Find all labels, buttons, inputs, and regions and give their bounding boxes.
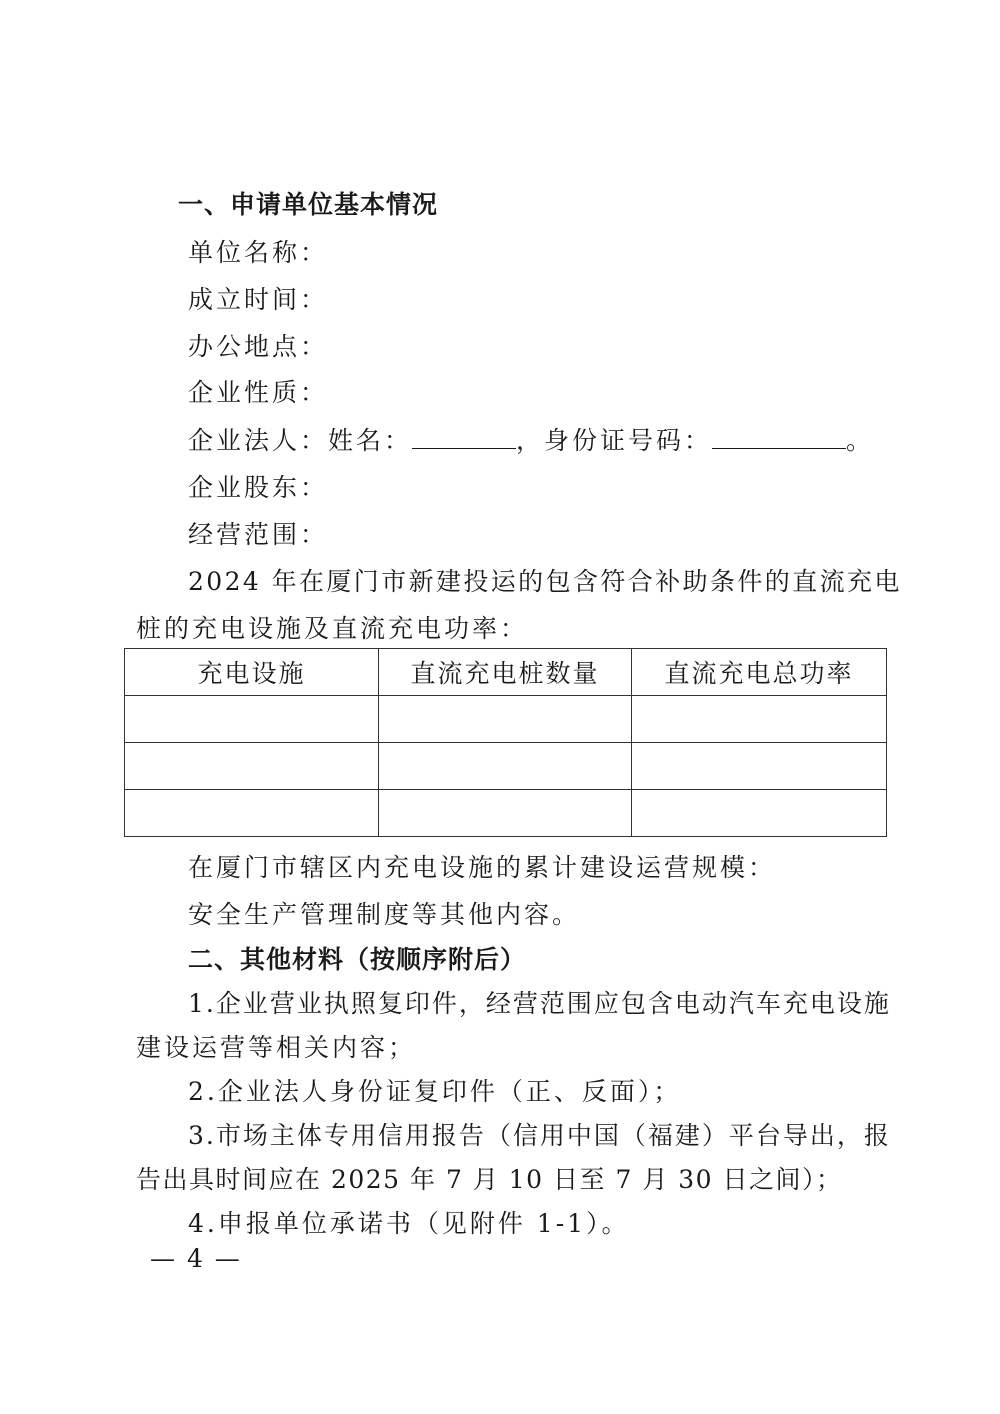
scope-label: 经营范围：: [188, 520, 329, 549]
section2-heading: 二、其他材料（按顺序附后）: [188, 945, 527, 974]
item4: 4.申报单位承诺书（见附件 1-1）。: [188, 1209, 630, 1238]
intro-line-2: 桩的充电设施及直流充电功率：: [136, 614, 529, 643]
id-number-blank[interactable]: [712, 426, 846, 449]
table-row: [125, 743, 887, 790]
item3-line-1: 3.市场主体专用信用报告（信用中国（福建）平台导出，报: [188, 1121, 891, 1150]
unit-name-label: 单位名称：: [188, 238, 329, 267]
table-cell[interactable]: [632, 743, 887, 790]
table-cell[interactable]: [379, 743, 632, 790]
legal-person-prefix: 企业法人：姓名：: [188, 426, 413, 455]
table-cell[interactable]: [632, 790, 887, 837]
name-blank[interactable]: [412, 426, 516, 449]
header-total-power: 直流充电总功率: [632, 649, 887, 696]
header-facility: 充电设施: [125, 649, 379, 696]
legal-person-middle: ，身份证号码：: [516, 426, 713, 455]
table-row: [125, 790, 887, 837]
intro-line-1: 2024 年在厦门市新建投运的包含符合补助条件的直流充电: [188, 567, 902, 596]
safety-label: 安全生产管理制度等其他内容。: [188, 900, 581, 929]
header-pile-count: 直流充电桩数量: [379, 649, 632, 696]
table-cell[interactable]: [125, 790, 379, 837]
table-cell[interactable]: [125, 696, 379, 743]
item2: 2.企业法人身份证复印件（正、反面）；: [188, 1077, 682, 1106]
legal-person-line: [0, 424, 1000, 458]
table-header-row: [125, 649, 887, 696]
shareholder-label: 企业股东：: [188, 473, 329, 502]
section1-heading: 一、申请单位基本情况: [178, 190, 439, 219]
page-number: — 4 —: [150, 1244, 242, 1273]
office-label: 办公地点：: [188, 332, 329, 361]
item1-line-2: 建设运营等相关内容；: [136, 1033, 417, 1062]
item3-line-2: 告出具时间应在 2025 年 7 月 10 日至 7 月 30 日之间）；: [136, 1165, 843, 1194]
founded-label: 成立时间：: [188, 285, 329, 314]
table-cell[interactable]: [379, 696, 632, 743]
nature-label: 企业性质：: [188, 378, 329, 407]
table-cell[interactable]: [632, 696, 887, 743]
scale-label: 在厦门市辖区内充电设施的累计建设运营规模：: [188, 853, 777, 882]
table-row: [125, 696, 887, 743]
table-cell[interactable]: [379, 790, 632, 837]
table-cell[interactable]: [125, 743, 379, 790]
item1-line-1: 1.企业营业执照复印件，经营范围应包含电动汽车充电设施: [188, 989, 891, 1018]
legal-person-suffix: 。: [846, 426, 875, 455]
charging-facilities-table: [124, 648, 887, 837]
